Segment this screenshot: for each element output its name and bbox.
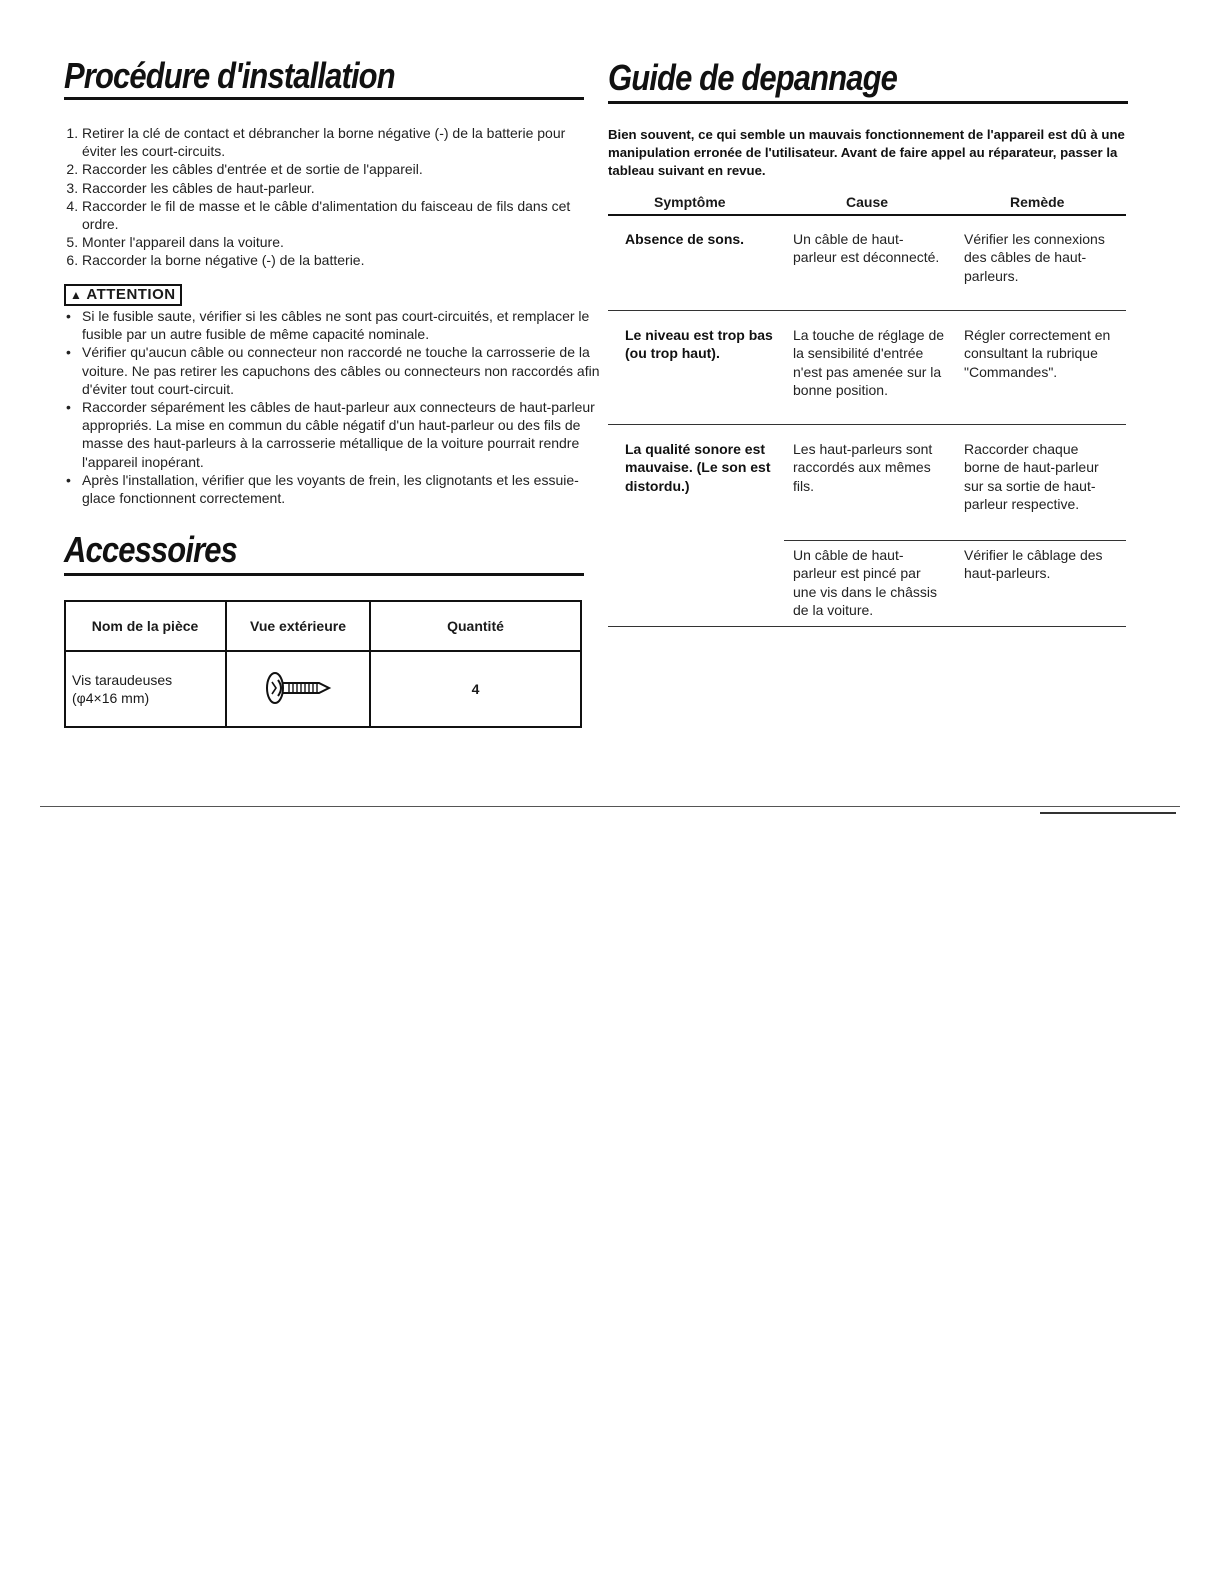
step-item: 5. Monter l'appareil dans la voiture. (82, 233, 602, 251)
column-header: Vue extérieure (226, 601, 370, 651)
caution-item: • Vérifier qu'aucun câble ou connecteur non raccordé ne touche la carrosserie de la voiture. Ne pas retirer les capuchons des câbles ou connecteurs non raccordés afin d'éviter tout court-circuit. (82, 343, 602, 398)
remedy-cell: Vérifier le câblage des haut-parleurs. (964, 547, 1103, 582)
troubleshooting-heading (608, 56, 1128, 104)
installation-steps (64, 124, 602, 270)
attention-label (64, 284, 182, 306)
step-item: 6. Raccorder la borne négative (-) de la batterie. (82, 251, 602, 269)
symptom-cell: Le niveau est trop bas (ou trop haut). (625, 327, 773, 362)
accessories-table (64, 600, 582, 728)
heading-rule (64, 573, 584, 576)
row-divider (608, 424, 1126, 425)
remedy-cell: Raccorder chaque borne de haut-parleur sur sa sortie de haut-parleur respective. (964, 441, 1099, 512)
part-name: Vis taraudeuses (72, 672, 173, 688)
cause-cell: Un câble de haut-parleur est pincé par une vis dans le châssis de la voiture. (793, 547, 937, 618)
installation-heading (64, 56, 584, 100)
table-header-row (65, 601, 581, 651)
heading-rule (608, 101, 1128, 104)
part-name-cell (65, 651, 226, 727)
column-header: Remède (1010, 194, 1065, 210)
accessories-heading (64, 522, 584, 576)
warning-triangle-icon: ▲ (70, 288, 83, 302)
external-view-cell (226, 651, 370, 727)
cause-cell: La touche de réglage de la sensibilité d'entrée n'est pas amenée sur la bonne position. (793, 327, 945, 398)
cause-cell: Les haut-parleurs sont raccordés aux mêmes fils. (793, 441, 933, 494)
heading-rule (64, 97, 584, 100)
troubleshooting-title: Guide de depannage (608, 57, 898, 98)
column-header: Nom de la pièce (65, 601, 226, 651)
page-divider (1040, 812, 1176, 814)
installation-title: Procédure d'installation (64, 55, 395, 96)
troubleshooting-table-header (608, 192, 1126, 216)
symptom-cell: Absence de sons. (625, 231, 745, 247)
symptom-cell: La qualité sonore est mauvaise. (Le son est distordu.) (625, 441, 771, 494)
accessories-title: Accessoires (64, 529, 237, 570)
attention-text: ATTENTION (86, 286, 176, 303)
step-item: 4. Raccorder le fil de masse et le câble d'alimentation du faisceau de fils dans cet ordre. (82, 197, 602, 233)
page-divider (40, 806, 1180, 807)
step-item: 3. Raccorder les câbles de haut-parleur. (82, 179, 602, 197)
column-header: Quantité (370, 601, 581, 651)
remedy-cell: Vérifier les connexions des câbles de haut-parleurs. (964, 231, 1105, 284)
table-bottom-rule (608, 626, 1126, 627)
step-item: 2. Raccorder les câbles d'entrée et de sortie de l'appareil. (82, 160, 602, 178)
step-item: 1. Retirer la clé de contact et débrancher la borne négative (-) de la batterie pour éviter les court-circuits. (82, 124, 602, 160)
part-size: (φ4×16 mm) (72, 690, 150, 706)
row-divider (784, 540, 1126, 541)
caution-item: • Raccorder séparément les câbles de haut-parleur aux connecteurs de haut-parleur appropriés. La mise en commun du câble négatif d'un haut-parleur ou des fils de masse des haut-parleurs à la carrosserie métallique de la voiture pourrait rendre l'appareil inopérant. (82, 398, 602, 471)
remedy-cell: Régler correctement en consultant la rubrique "Commandes". (964, 327, 1111, 380)
caution-item: • Si le fusible saute, vérifier si les câbles ne sont pas court-circuités, et remplacer le fusible par un autre fusible de même capacité nominale. (82, 307, 602, 343)
quantity-cell: 4 (370, 651, 581, 727)
column-header: Cause (846, 194, 889, 210)
column-header: Symptôme (654, 194, 726, 210)
caution-list (64, 307, 602, 507)
troubleshooting-intro: Bien souvent, ce qui semble un mauvais fonctionnement de l'appareil est dû à une manipulation erronée de l'utilisateur. Avant de faire appel au réparateur, passer la tableau suivant en revue. (608, 127, 1125, 178)
screw-icon (263, 668, 333, 708)
caution-item: • Après l'installation, vérifier que les voyants de frein, les clignotants et les essuie-glace fonctionnent correctement. (82, 471, 602, 507)
cause-cell: Un câble de haut-parleur est déconnecté. (793, 231, 940, 266)
row-divider (608, 310, 1126, 311)
table-row (65, 651, 581, 727)
